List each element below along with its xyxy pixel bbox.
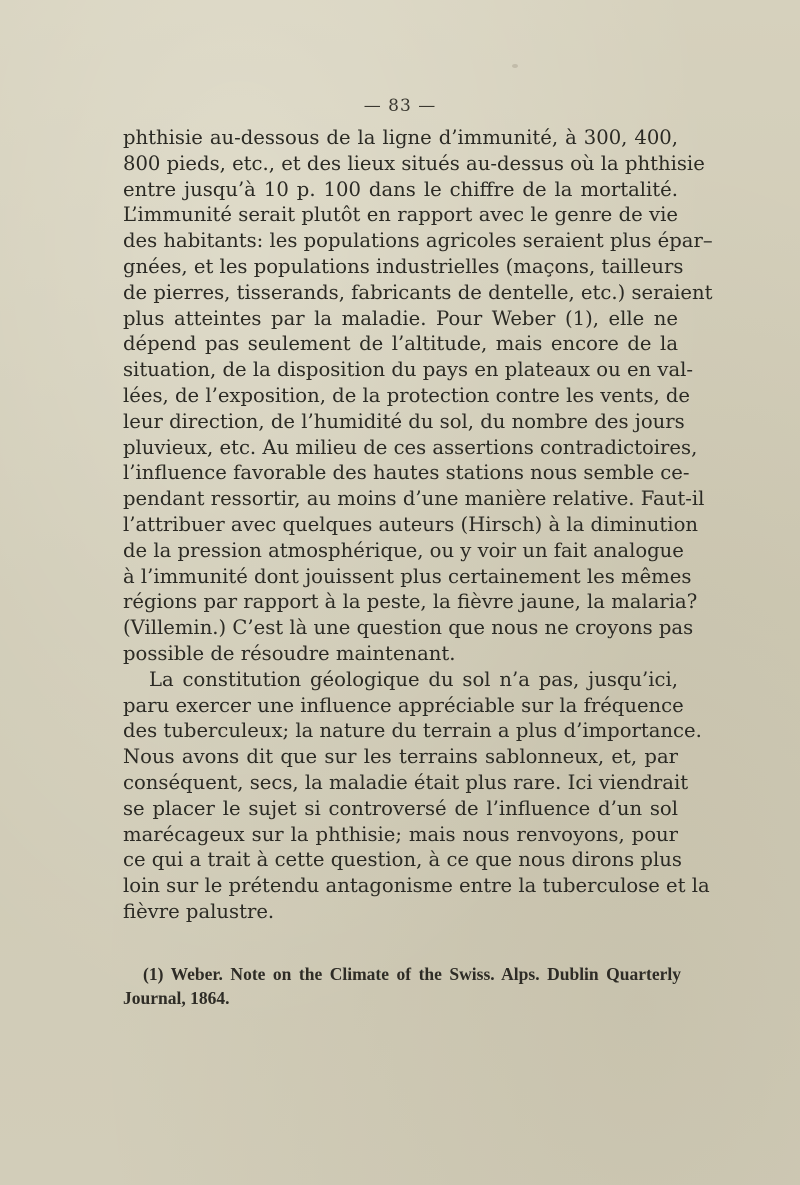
text-line: paru exercer une influence appréciable sur la fréquence (123, 693, 684, 717)
text-line: loin sur le prétendu antagonisme entre la tuberculose et la (123, 874, 710, 898)
text-line: des habitants: les populations agricoles seraient plus épar– (123, 229, 713, 253)
text-line: L’immunité serait plutôt en rapport avec le genre de vie (123, 203, 678, 227)
text-line: dépend pas seulement de l’altitude, mais encore de la (123, 332, 678, 356)
text-line: régions par rapport à la peste, la fièvre jaune, la malaria? (123, 590, 698, 614)
text-line: pluvieux, etc. Au milieu de ces assertions contradictoires, (123, 435, 698, 459)
text-line: l’influence favorable des hautes stations nous semble ce- (123, 461, 690, 485)
page-stain (512, 64, 518, 68)
text-line: possible de résoudre maintenant. (123, 641, 456, 665)
text-line: leur direction, de l’humidité du sol, du nombre des jours (123, 409, 685, 433)
text-line: gnées, et les populations industrielles (maçons, tailleurs (123, 254, 684, 278)
text-line: entre jusqu’à 10 p. 100 dans le chiffre de la mortalité. (123, 177, 678, 201)
text-line: de pierres, tisserands, fabricants de dentelle, etc.) seraient (123, 280, 713, 304)
footnote-line: Journal, 1864. (123, 988, 230, 1008)
text-line: plus atteintes par la maladie. Pour Weber (1), elle ne (123, 306, 678, 330)
text-line: phthisie au-dessous de la ligne d’immunité, à 300, 400, (123, 126, 678, 149)
page-number: — 83 — (363, 96, 437, 116)
text-line: La constitution géologique du sol n’a pas, jusqu’ici, (149, 667, 678, 691)
text-line: se placer le sujet si controversé de l’influence d’un sol (123, 796, 678, 820)
text-line: (Villemin.) C’est là une question que nous ne croyons pas (123, 616, 694, 640)
footnote-line: (1) Weber. Note on the Climate of the Swiss. Alps. Dublin Quarterly (143, 964, 681, 984)
text-line: ce qui a trait à cette question, à ce que nous dirons plus (123, 848, 682, 872)
text-line: Nous avons dit que sur les terrains sablonneux, et, par (123, 745, 678, 769)
footnote (123, 962, 681, 1010)
text-line: fièvre palustre. (123, 899, 275, 923)
text-line: l’attribuer avec quelques auteurs (Hirsch) à la diminution (123, 512, 698, 536)
text-line: pendant ressortir, au moins d’une manière relative. Faut-il (123, 487, 705, 511)
text-line: de la pression atmosphérique, ou y voir un fait analogue (123, 538, 684, 562)
text-line: lées, de l’exposition, de la protection contre les vents, de (123, 383, 691, 407)
text-line: des tuberculeux; la nature du terrain a plus d’importance. (123, 719, 702, 743)
text-line: situation, de la disposition du pays en plateaux ou en val- (123, 358, 694, 382)
text-line: 800 pieds, etc., et des lieux situés au-dessus où la phthisie (123, 151, 705, 175)
body-text (123, 125, 713, 925)
text-line: à l’immunité dont jouissent plus certainement les mêmes (123, 564, 692, 588)
text-line: marécageux sur la phthisie; mais nous renvoyons, pour (123, 822, 678, 846)
text-line: conséquent, secs, la maladie était plus rare. Ici viendrait (123, 770, 689, 794)
